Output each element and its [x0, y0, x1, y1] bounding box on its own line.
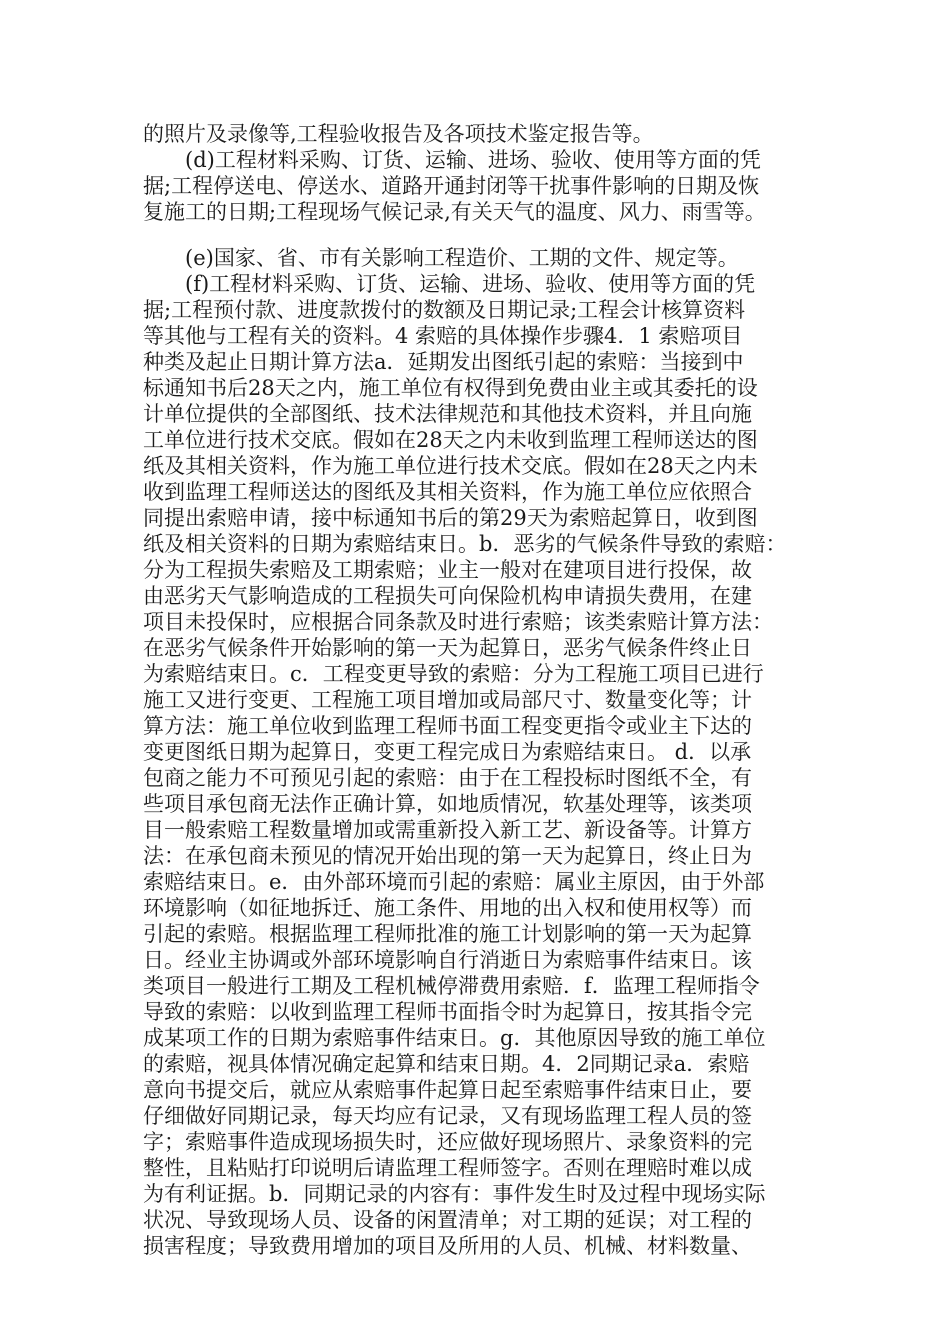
text-line: 引起的索赔。根据监理工程师批准的施工计划影响的第一天为起算 [143, 922, 752, 946]
text-line: 据;工程预付款、进度款拨付的数额及日期记录;工程会计核算资料 [143, 298, 746, 322]
text-line: 法：在承包商未预见的情况开始出现的第一天为起算日，终止日为 [143, 844, 752, 868]
text-line: 仔细做好同期记录，每天均应有记录，又有现场监理工程人员的签 [143, 1104, 752, 1128]
text-line: 成某项工作的日期为索赔事件结束日。g．其他原因导致的施工单位 [143, 1026, 766, 1050]
text-line: 的照片及录像等,工程验收报告及各项技术鉴定报告等。 [143, 122, 654, 146]
text-line: 计单位提供的全部图纸、技术法律规范和其他技术资料，并且向施 [143, 402, 752, 426]
text-line: 索赔结束日。e．由外部环境而引起的索赔：属业主原因，由于外部 [143, 870, 765, 894]
text-line: 在恶劣气候条件开始影响的第一天为起算日，恶劣气候条件终止日 [143, 636, 752, 660]
text-line: 导致的索赔：以收到监理工程师书面指令时为起算日，按其指令完 [143, 1000, 752, 1024]
text-line: 整性，且粘贴打印说明后请监理工程师签字。否则在理赔时难以成 [143, 1156, 752, 1180]
paragraph-gap [143, 225, 813, 245]
text-line: 字；索赔事件造成现场损失时，还应做好现场照片、录象资料的完 [143, 1130, 752, 1154]
text-line: 收到监理工程师送达的图纸及其相关资料，作为施工单位应依照合 [143, 480, 752, 504]
text-line: 分为工程损失索赔及工期索赔；业主一般对在建项目进行投保，故 [143, 558, 752, 582]
text-line: 同提出索赔申请，接中标通知书后的第29天为索赔起算日，收到图 [143, 506, 758, 530]
text-line: 包商之能力不可预见引起的索赔：由于在工程投标时图纸不全，有 [143, 766, 752, 790]
text-line: 等其他与工程有关的资料。4 索赔的具体操作步骤4．1 索赔项目 [143, 324, 743, 348]
text-line: 纸及相关资料的日期为索赔结束日。b．恶劣的气候条件导致的索赔： [143, 532, 787, 556]
text-line: 为索赔结束日。c．工程变更导致的索赔：分为工程施工项目已进行 [143, 662, 764, 686]
text-line: 项目未投保时，应根据合同条款及时进行索赔；该类索赔计算方法： [143, 610, 773, 634]
text-line: 种类及起止日期计算方法a．延期发出图纸引起的索赔：当接到中 [143, 350, 744, 374]
text-line: 算方法：施工单位收到监理工程师书面工程变更指令或业主下达的 [143, 714, 752, 738]
text-line: 些项目承包商无法作正确计算，如地质情况，软基处理等，该类项 [143, 792, 752, 816]
text-line: 类项目一般进行工期及工程机械停滞费用索赔．f．监理工程师指令 [143, 974, 760, 998]
text-line: 意向书提交后，就应从索赔事件起算日起至索赔事件结束日止，要 [143, 1078, 752, 1102]
paragraph-d-start: (d)工程材料采购、订货、运输、进场、验收、使用等方面的凭 [185, 148, 761, 172]
text-line: 状况、导致现场人员、设备的闲置清单；对工期的延误；对工程的 [143, 1208, 752, 1232]
document-body [143, 121, 813, 1259]
text-line: 施工又进行变更、工程施工项目增加或局部尺寸、数量变化等；计 [143, 688, 752, 712]
text-line: 由恶劣天气影响造成的工程损失可向保险机构申请损失费用，在建 [143, 584, 752, 608]
paragraph-e: (e)国家、省、市有关影响工程造价、工期的文件、规定等。 [185, 246, 739, 270]
text-line: 目一般索赔工程数量增加或需重新投入新工艺、新设备等。计算方 [143, 818, 752, 842]
text-line: 为有利证据。b．同期记录的内容有：事件发生时及过程中现场实际 [143, 1182, 766, 1206]
text-line: 纸及其相关资料，作为施工单位进行技术交底。假如在28天之内未 [143, 454, 758, 478]
text-line: 环境影响（如征地拆迁、施工条件、用地的出入权和使用权等）而 [143, 896, 752, 920]
text-line: 损害程度；导致费用增加的项目及所用的人员、机械、材料数量、 [143, 1234, 752, 1258]
text-line: 复施工的日期;工程现场气候记录,有关天气的温度、风力、雨雪等。 [143, 200, 766, 224]
paragraph-f-start: (f)工程材料采购、订货、运输、进场、验收、使用等方面的凭 [185, 272, 756, 296]
text-line: 据;工程停送电、停送水、道路开通封闭等干扰事件影响的日期及恢 [143, 174, 760, 198]
text-line: 日。经业主协调或外部环境影响自行消逝日为索赔事件结束日。该 [143, 948, 752, 972]
text-line: 的索赔，视具体情况确定起算和结束日期。4．2同期记录a．索赔 [143, 1052, 750, 1076]
text-line: 标通知书后28天之内，施工单位有权得到免费由业主或其委托的设 [143, 376, 758, 400]
text-line: 变更图纸日期为起算日，变更工程完成日为索赔结束日。 d．以承 [143, 740, 752, 764]
text-line: 工单位进行技术交底。假如在28天之内未收到监理工程师送达的图 [143, 428, 758, 452]
